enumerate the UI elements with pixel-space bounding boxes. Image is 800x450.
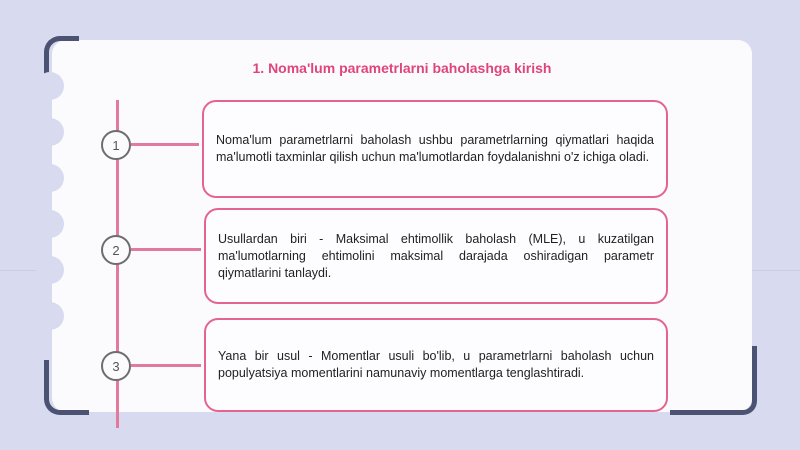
binder-ring bbox=[36, 210, 64, 238]
frame-corner-bottom-right bbox=[670, 346, 757, 415]
frame-corner-bottom-left bbox=[44, 360, 89, 415]
step-number-2: 2 bbox=[101, 235, 131, 265]
binder-ring bbox=[36, 118, 64, 146]
binder-ring bbox=[36, 164, 64, 192]
step-text-2: Usullardan biri - Maksimal ehtimollik baholash (MLE), u kuzatilgan ma'lumotlarning ehtimolini maksimal darajada oshiradigan parametr qiymatlarini tanlaydi. bbox=[218, 231, 654, 280]
step-connector-2 bbox=[131, 248, 201, 251]
binder-ring bbox=[36, 72, 64, 100]
binder-ring bbox=[36, 256, 64, 284]
binder-ring bbox=[36, 302, 64, 330]
step-box-2 bbox=[204, 208, 668, 304]
step-text-1: Noma'lum parametrlarni baholash ushbu parametrlarning qiymatlari haqida ma'lumotli taxminlar qilish uchun ma'lumotlardan foydalanishni o'z ichiga oladi. bbox=[216, 133, 654, 164]
step-connector-3 bbox=[131, 364, 201, 367]
step-box-3 bbox=[204, 318, 668, 412]
step-number-3: 3 bbox=[101, 351, 131, 381]
step-number-1: 1 bbox=[101, 130, 131, 160]
step-connector-1 bbox=[131, 143, 199, 146]
step-box-1 bbox=[202, 100, 668, 198]
slide-title: 1. Noma'lum parametrlarni baholashga kirish bbox=[252, 60, 552, 76]
step-text-3: Yana bir usul - Momentlar usuli bo'lib, u parametrlarni baholash uchun populyatsiya momentlarini namunaviy momentlarga tenglashtiradi. bbox=[218, 349, 654, 380]
